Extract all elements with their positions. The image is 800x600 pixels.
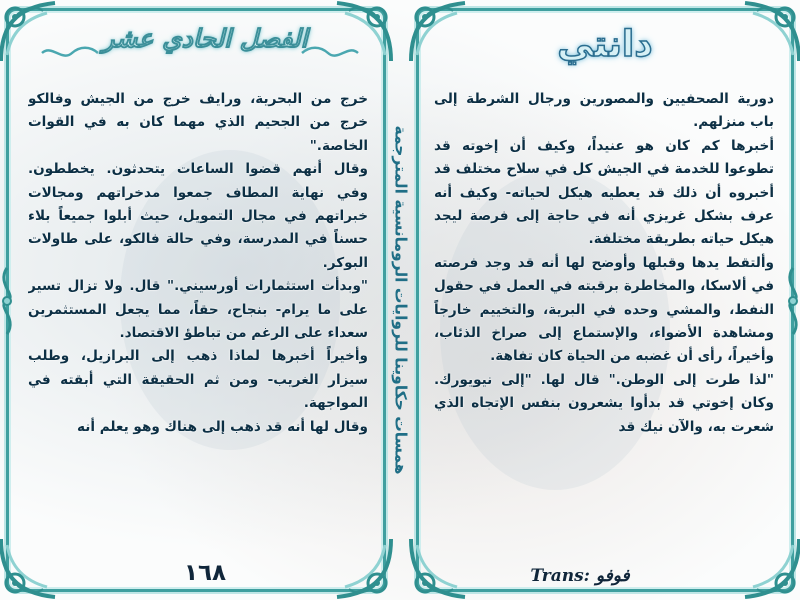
chapter-title: الفصل الحادي عشر (102, 24, 308, 53)
paragraph: "لذا طرت إلى الوطن." قال لها. "إلى نيويورك. وكان إخوتي قد بدأوا يشعرون بنفس الإتجاه الذي شعرت به، والآن نيك قد (434, 371, 774, 435)
paragraph: وقال لها أنه قد ذهب إلى هناك وهو يعلم أنه (76, 418, 368, 435)
side-ornament-icon (0, 266, 20, 336)
paragraph: وأخيراً أخبرها لماذا ذهب إلى البرازيل، وطلب سيزار الغريب- ومن ثم الحقيقة التي أبقته في المواجهة. (28, 348, 368, 412)
paragraph: خرج من البحرية، ورايف خرج من الجيش وفالكو خرج من الجحيم الذي مهما كان به في القوات الخاصة." (28, 91, 368, 154)
book-spine (386, 20, 416, 580)
paragraph: دورية الصحفيين والمصورين ورجال الشرطة إلى باب منزلهم. (434, 91, 774, 131)
page-title: دانتي (557, 24, 653, 65)
spine-text: همسات حكاوينا للروايات الرومانسية المترجمة (392, 125, 410, 475)
paragraph: وألتقط يدها وقبلها وأوضح لها أنه قد وجد فرصته في ألاسكا، والمخاطرة برقبته في العمل في حقول النفط، والمشي وحده في البرية، والتخييم خارجاً ومشاهدة الأضواء، والإستماع إلى صراخ الذئاب، وأخيراً، رأى أن غضبه من الحياة كان تفاهة. (434, 254, 774, 365)
paragraph: وقال أنهم قضوا الساعات يتحدثون. يخططون. وفي نهاية المطاف جمعوا مدخراتهم ومجالات خبراتهم في مجال التمويل، حيث أبلوا جميعاً بلاء حسناً في المدرسة، وفي حالة فالكو، على طاولات البوكر. (28, 161, 368, 271)
page-number: ١٦٨ (183, 560, 227, 586)
side-ornament-icon (780, 266, 800, 336)
corner-ornament-icon (0, 533, 65, 600)
translator-credit: Trans: فوفو (530, 566, 630, 586)
paragraph: أخبرها كم كان هو عنيداً، وكيف أن إخوته قد تطوعوا للخدمة في الجيش كل في سلاح مختلف قد أخبروه أن ذلك قد يعطيه هيكل لحياته- وكيف أنه عرف بشكل غريزي أنه في حاجة إلى فرصة ليجد هيكل حياته بطريقة مختلفة. (434, 137, 774, 248)
paragraph: "وبدأت استثمارات أورسيني." قال. ولا تزال تسير على ما يرام- بنجاح، حقاً، مما يجعل المستثمرين سعداء على الرغم من تباطؤ الاقتصاد. (28, 278, 368, 342)
corner-ornament-icon (735, 0, 800, 67)
left-page-body (28, 88, 368, 538)
right-page-body (434, 88, 774, 538)
